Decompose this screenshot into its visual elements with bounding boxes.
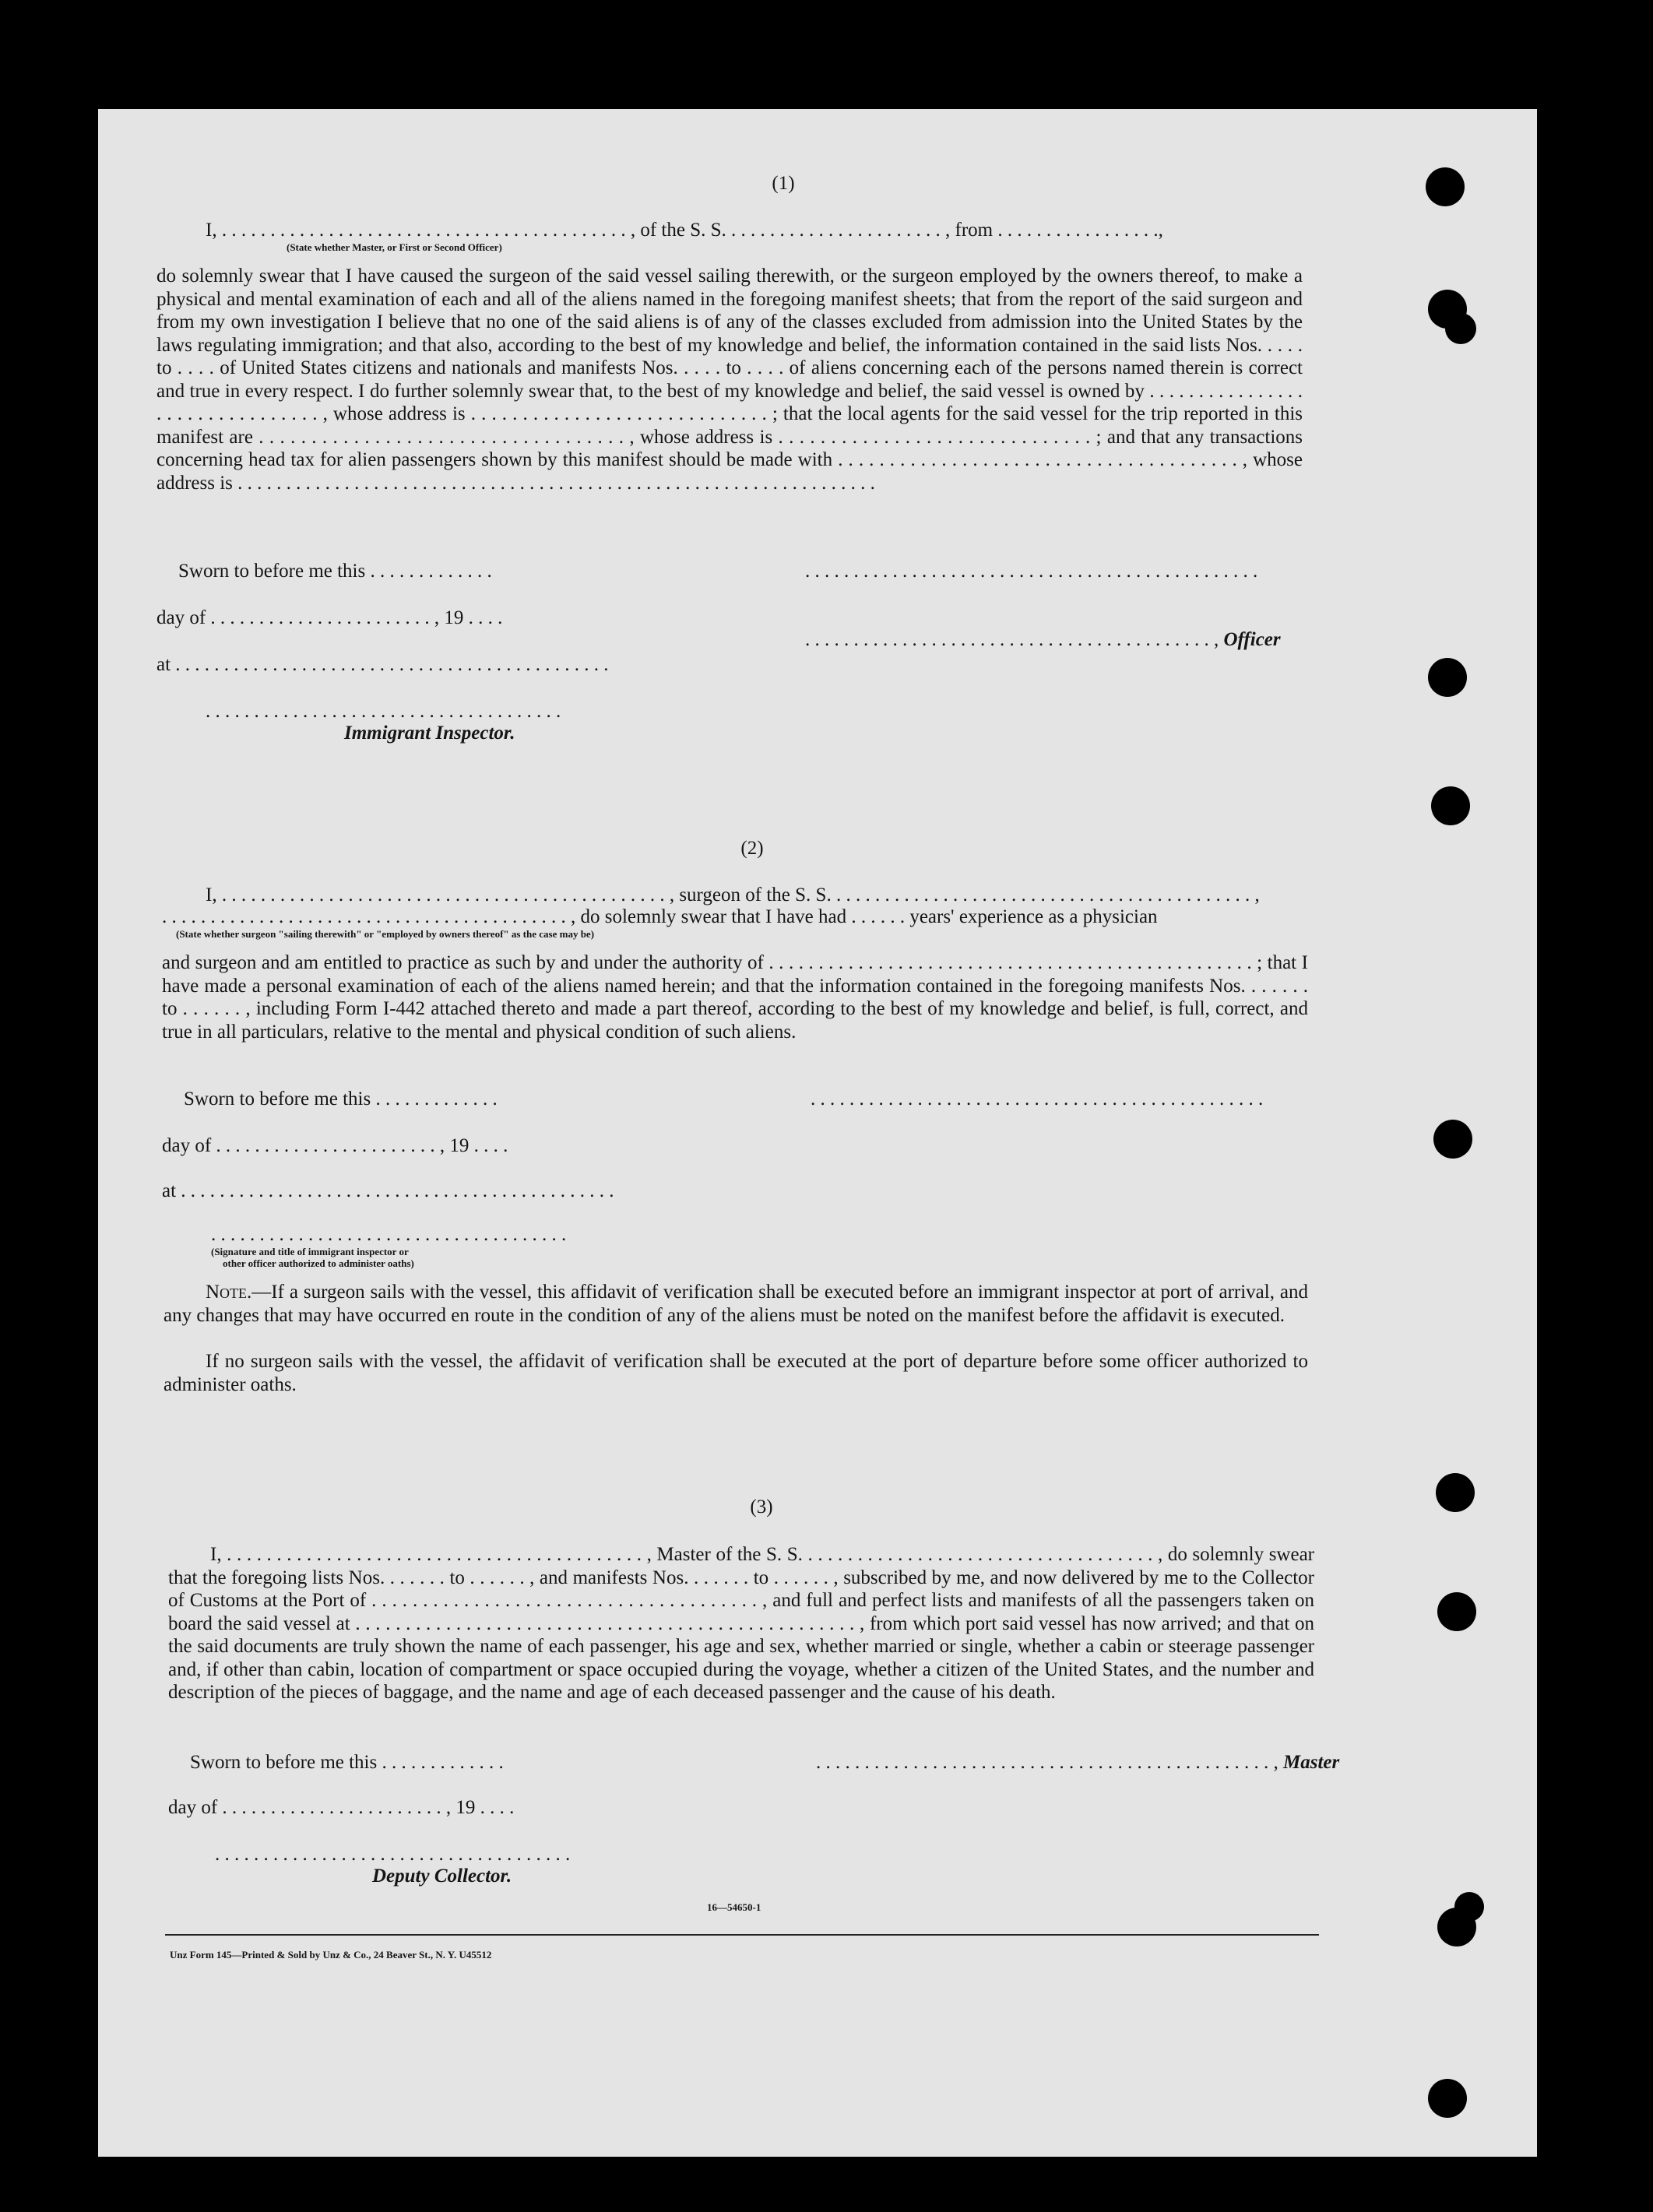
section-3-heading: (3)	[750, 1496, 773, 1517]
section-1-first-line: I, . . . . . . . . . . . . . . . . . . . . . . . . . . . . . . . . . . . . . . . . . . , of the S. S. . . . . . . . . . . . . . . . . . . . . . . , from . . . . . . . . . . . . . . . . .,	[206, 220, 1163, 241]
section-1-day-line: day of . . . . . . . . . . . . . . . . . . . . . . . , 19 . . . .	[157, 607, 503, 628]
section-1-officer-label: Officer	[1223, 629, 1281, 650]
punch-hole	[1445, 313, 1476, 344]
punch-hole	[1428, 2079, 1467, 2118]
section-1-body: do solemnly swear that I have caused the surgeon of the said vessel sailing therewith, or the surgeon employed by the owners thereof, to make a physical and mental examination of each and all of the aliens named in the foregoing manifest sheets; that from the report of the said surgeon and from my own investigation I believe that no one of the said aliens is of any of the classes excluded from admission into the United States by the laws regulating immigration; and that also, according to the best of my knowledge and belief, the information contained in the said lists Nos. . . . . to . . . . of United States citizens and nationals and manifests Nos. . . . . to . . . . of aliens concerning each of the persons named therein is correct and true in every respect. I do further solemnly swear that, to the best of my knowledge and belief, the said vessel is owned by . . . . . . . . . . . . . . . . . . . . . . . . . . . . . . . . , whose address is . . . . . . . . . . . . . . . . . . . . . . . . . . . . . ; that the local agents for the said vessel for the trip reported in this manifest are . . . . . . . . . . . . . . . . . . . . . . . . . . . . . . . . . . . , whose address is . . . . . . . . . . . . . . . . . . . . . . . . . . . . . . ; and that any transactions concerning head tax for alien passengers shown by this manifest should be made with . . . . . . . . . . . . . . . . . . . . . . . . . . . . . . . . . . . . . . . , whose address is . . . . . . . . . . . . . . . . . . . . . . . . . . . . . . . . . . . . . . . . . . . . . . . . . . . . . . . . . . . . . . . . . .	[157, 266, 1303, 494]
section-2-body: and surgeon and am entitled to practice as such by and under the authority of . . . . . . . . . . . . . . . . . . . . . . . . . . . . . . . . . . . . . . . . . . . . . . . . . ; that I have made a personal examination of each of the aliens named herein; and that the information contained in the foregoing manifests Nos. . . . . . . to . . . . . . , including Form I-442 attached thereto and made a part thereof, according to the best of my knowledge and belief, is full, correct, and true in all particulars, relative to the mental and physical condition of such aliens.	[162, 952, 1308, 1043]
section-3-master-dots: . . . . . . . . . . . . . . . . . . . . . . . . . . . . . . . . . . . . . . . . . . . . . . . ,	[816, 1752, 1278, 1773]
section-2-sworn-line: Sworn to before me this . . . . . . . . . . . . .	[184, 1088, 498, 1110]
section-2-signature-dots: . . . . . . . . . . . . . . . . . . . . . . . . . . . . . . . . . . . . .	[211, 1224, 567, 1245]
section-2-note-label: Note.	[206, 1282, 252, 1303]
footer-divider	[165, 1934, 1319, 1936]
punch-hole	[1433, 1120, 1472, 1159]
punch-hole	[1454, 1892, 1484, 1922]
section-3-master-line	[816, 1752, 1339, 1774]
section-2-note-paragraph-2: If no surgeon sails with the vessel, the affidavit of verification shall be executed at the port of departure before some officer authorized to administer oaths.	[164, 1351, 1308, 1395]
section-2-at-line: at . . . . . . . . . . . . . . . . . . . . . . . . . . . . . . . . . . . . . . . . . . . . .	[162, 1180, 614, 1201]
section-3-master-label: Master	[1283, 1752, 1340, 1773]
section-3-body: I, . . . . . . . . . . . . . . . . . . . . . . . . . . . . . . . . . . . . . . . . . . , Master of the S. S. . . . . . . . . . . . . . . . . . . . . . . . . . . . . . . . . . . . , do solemnly swear that the foregoing lists Nos. . . . . . . to . . . . . . , and manifests Nos. . . . . . . to . . . . . . , subscribed by me, and now delivered by me to the Collector of Customs at the Port of . . . . . . . . . . . . . . . . . . . . . . . . . . . . . . . . . . . . . . , and full and perfect lists and manifests of all the passengers taken on board the said vessel at . . . . . . . . . . . . . . . . . . . . . . . . . . . . . . . . . . . . . . . . . . . . . . . . . . , from which port said vessel has now arrived; and that on the said documents are truly shown the name of each passenger, his age and sex, whether married or single, whether a cabin or steerage passenger and, if other than cabin, location of compartment or space occupied during the voyage, whether a citizen of the United States, and the number and description of the pieces of baggage, and the name and age of each deceased passenger and the cause of his death.	[168, 1544, 1314, 1703]
section-2-signature-note-1: (Signature and title of immigrant inspector or	[211, 1246, 409, 1257]
punch-hole	[1437, 1592, 1476, 1631]
section-1-heading: (1)	[772, 173, 795, 194]
section-2-signature-line: . . . . . . . . . . . . . . . . . . . . . . . . . . . . . . . . . . . . . . . . . . . . . . .	[811, 1088, 1264, 1110]
footer-imprint: Unz Form 145—Printed & Sold by Unz & Co., 24 Beaver St., N. Y. U45512	[170, 1949, 492, 1961]
form-number: 16—54650-1	[707, 1901, 761, 1913]
section-1-officer-line	[805, 629, 1281, 651]
section-2-signature-note-2: other officer authorized to administer oaths)	[223, 1257, 414, 1269]
section-1-inspector-dots: . . . . . . . . . . . . . . . . . . . . . . . . . . . . . . . . . . . . .	[206, 701, 561, 722]
section-1-officer-dots: . . . . . . . . . . . . . . . . . . . . . . . . . . . . . . . . . . . . . . . . . . ,	[805, 629, 1219, 650]
section-2-day-line: day of . . . . . . . . . . . . . . . . . . . . . . . , 19 . . . .	[162, 1135, 508, 1156]
punch-hole	[1428, 658, 1467, 697]
section-2-note-paragraph	[164, 1281, 1308, 1327]
section-1-at-line: at . . . . . . . . . . . . . . . . . . . . . . . . . . . . . . . . . . . . . . . . . . . . .	[157, 654, 609, 675]
punch-hole	[1436, 1473, 1475, 1512]
section-2-second-line: . . . . . . . . . . . . . . . . . . . . . . . . . . . . . . . . . . . . . . . . . . , do solemnly swear that I have had . . . . . . years' experience as a physician	[162, 906, 1158, 927]
punch-hole	[1431, 786, 1470, 825]
section-3-collector-label: Deputy Collector.	[372, 1866, 512, 1887]
document-page	[98, 109, 1537, 2157]
section-2-note-text: —If a surgeon sails with the vessel, this affidavit of verification shall be executed before an immigrant inspector at port of arrival, and any changes that may have occurred en route in the condition of any of the aliens must be noted on the manifest before the affidavit is executed.	[164, 1282, 1308, 1326]
section-2-field-note: (State whether surgeon "sailing therewith" or "employed by owners thereof" as the case may be)	[176, 928, 595, 940]
section-1-field-note: (State whether Master, or First or Second Officer)	[287, 241, 502, 253]
section-2-heading: (2)	[740, 838, 764, 859]
section-2-first-line: I, . . . . . . . . . . . . . . . . . . . . . . . . . . . . . . . . . . . . . . . . . . . . . . , surgeon of the S. S. . . . . . . . . . . . . . . . . . . . . . . . . . . . . . . . . . . . . . . . . . . . ,	[206, 884, 1260, 906]
section-1-sworn-line: Sworn to before me this . . . . . . . . . . . . .	[178, 561, 492, 582]
punch-hole	[1426, 167, 1465, 206]
section-3-collector-dots: . . . . . . . . . . . . . . . . . . . . . . . . . . . . . . . . . . . . .	[215, 1844, 571, 1865]
section-3-day-line: day of . . . . . . . . . . . . . . . . . . . . . . . , 19 . . . .	[168, 1797, 515, 1818]
section-1-inspector-label: Immigrant Inspector.	[344, 723, 515, 744]
section-1-signature-line: . . . . . . . . . . . . . . . . . . . . . . . . . . . . . . . . . . . . . . . . . . . . . . .	[805, 561, 1258, 582]
section-3-sworn-line: Sworn to before me this . . . . . . . . . . . . .	[190, 1752, 504, 1773]
